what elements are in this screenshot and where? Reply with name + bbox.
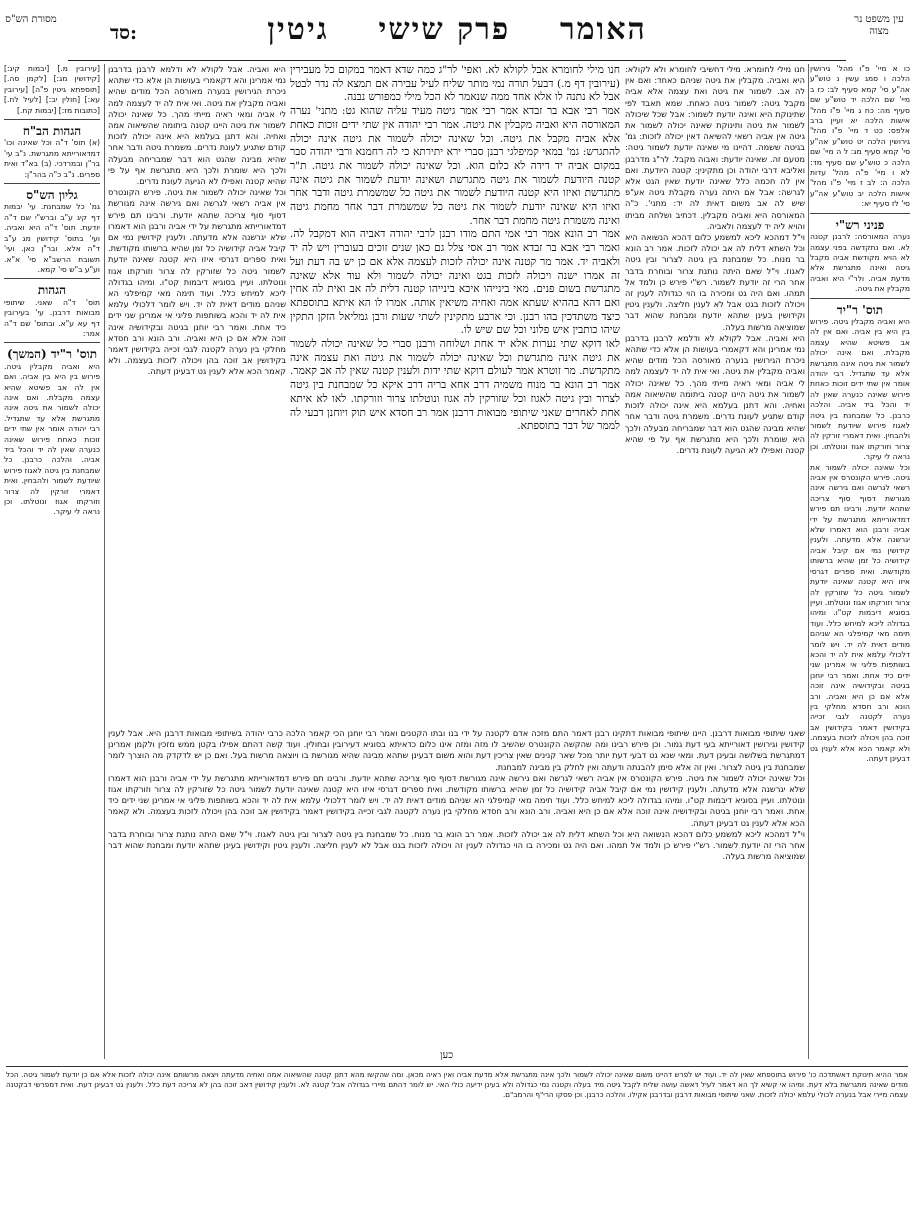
chapter-number: פרק שישי (378, 12, 511, 47)
bottom-rule (6, 1066, 908, 1067)
rashi-text-continued: וי"ל דמהכא ליכא למשמע כלום דהכא הנשואה היא וכל השתא דלית לה אב יכולה לזכות. אמר רב הונא בר מנוח. כל שמבחנת בין גיטה לצרור ובין גיטה לאגוז. וי"ל שאם היתה נותנת צרור ובוחרת בדבר אחר הרי זה יודעת לשמור. רש"י פירש כן ולמד אל תמהו. ואם היה גט ומכירה בו הוי כגדולה לענין זה ויכולה לזכות בגט אבל לא לענין חליצה. ולענין גיטין וקידושין בעינן שתהא יודעת ומבחנת שהוא דבר שמוציאה מרשות בעלה. (625, 232, 805, 332)
hagahot-habach-text: (א) תוס' ד"ה וכל שאינה וכו' דמדאורייתא מתגרשת. נ"ב עי' בר"ן ובמרדכי. (ב) בא"ד ואית ספרים. נ"ב כ"ה בהר"ן: (4, 138, 100, 179)
margin-divider (4, 183, 100, 184)
hagahot-habach-heading: הגהות הב"ח (22, 124, 82, 139)
left-margin-column (4, 64, 100, 1059)
margin-divider (810, 213, 910, 214)
hagahot-heading: הגהות (37, 283, 67, 298)
page-header (0, 8, 914, 60)
left-margin-divider (104, 64, 105, 1059)
tosafot-rid-text: היא ואביה מקבלין גיטה. פירוש בין היא בין אביה. ואם אין לה אב פשיטא שהיא עצמה מקבלת. ואם אינה יכולה לשמור את גיטה אינה מתגרשת אלא עד שתגדיל. רבי יהודה אומר אין שתי ידים זוכות כאחת פירוש שאינה כנערה שאין לה יד והכל ביד אביה. והלכה כרבנן. כל שמבחנת בין גיטה לאגוז פירוש שיודעת לשמור ולהבחין. ואית דאמרי זורקין לה צרור וזורקתו אגוז ונוטלתו. וכן נראה לי עיקר. (4, 361, 100, 517)
tos-rid-text: היא ואביה מקבלין גיטה. פירוש בין היא בין אביה. ואם אין לה אב פשיטא שהיא עצמה מקבלת. ואם אינה יכולה לשמור את גיטה אינה מתגרשת אלא עד שתגדיל. רבי יהודה אומר אין שתי ידים זוכות כאחת פירוש שאינה כנערה שאין לה יד והכל ביד אביה. והלכה כרבנן. כל שמבחנת בין גיטה לאגוז פירוש שיודעת לשמור ולהבחין. ואית דאמרי זורקין לה צרור וזורקתו אגוז ונוטלתו. וכן נראה לי עיקר. (810, 316, 910, 462)
tosafot-rid-heading: תוס' ר"יד (המשך) (6, 347, 98, 362)
margin-divider (4, 278, 100, 279)
tosafot-lower-text: שאני שיתופי מבואות דרבנן. היינו שיתופי מבואות דתקינו רבנן דאמר התם מזכה אדם לקטנה על ידי בנו ובתו הקטנים ואמר רבי יוחנן הכי קאמר הלכה כרבי יהודה בשיתופי מבואות דרבנן היא. אבל לענין קידושין וגירושין דאורייתא בעי דעת גמור. וכן פירש רבינו ומה שהקשה הקונטרס שהשיב לו מזה ומזה אינו כלום כדאיתא בסוגיא דעירובין ובחולין. ועוד קשה דהתם אפילו בקטן ממש מזכין ולקמן אמרינן דמתגרשת בשלושה ובעינן דעת. ומאי שנא גט דבעי דעת יותר מכל שאר קנינים שאין צריכין דעת והוא משום דבעינן שתהא מבינה שהיא מגורשת בו ויוצאה מרשות בעל. ואם כן יש לדקדק מה הוצרך לומר שמבחנת בין גיטה לצרור. ואין זה אלא סימן להבנתה ודעתה ואין לחלק בין מבינה למבחנת. (108, 728, 805, 772)
margin-divider (810, 298, 910, 299)
masoret-text: [עירובין מ.] [יבמות קיג:] [קידושין מג:] [לקמן סה.] [תוספתא גיטין פ"ה] [עירובין עא:] [חולין יב:] [לעיל לח.] [כתובות מז:] [יבמות קח.] (4, 64, 100, 115)
margin-divider (4, 342, 100, 343)
gilyon-hashas-heading: גליון הש"ס (26, 188, 78, 203)
chapter-title (0, 12, 914, 47)
tosafot-lower-text-continued: וכל שאינה יכולה לשמור את גיטה. פירש הקונטרס אין אביה רשאי לגרשה ואם גירשה אינה מגורשת דסוף סוף צריכה שתהא יודעת. ורבינו תם פירש דמדאורייתא מתגרשת על ידי אביה ורבנן הוא דאמרו שלא יגרשנה אלא מדעתה. ולענין קידושין נמי אם קיבל אביה קידושיה כל זמן שהיא ברשותו מקודשת. ואית ספרים דגרסי איזו היא קטנה שאינה יודעת לשמור גיטה כל שזורקין לה צרור וזורקתו אגוז ונוטלתו. ועיין בסוגיא דיבמות קט"ו. ומיהו בגדולה ליכא למיחש כלל. ועוד תימה מאי קמיפלגי הא שניהם מודים דאית לה יד. ויש לומר דלכולי עלמא אית לה יד והכא בשותפות פליגי אי אמרינן שני ידים כיד אחת. ואמר רבי יוחנן בגיטה ובקידושיה אינה זוכה אלא אם כן היא ואביה. ורב הונא ורב חסדא מחלקי בין נערה לקטנה לגבי זכייה בקידושין דאמר בקידושין אב זוכה בהן ויכולה לזכות בעצמה. ולא קאמר הכא אלא לענין גט דבעינן דעתה. (108, 772, 805, 828)
margin-divider (4, 119, 100, 120)
chapter-name: האומר (560, 12, 647, 47)
tosafot-text: היא ואביה. אבל לקולא לא ודלמא לרבנן בדרבנן נמי אמרינן והא דקאמרי בעושות הן אלא כדי שתהא ניכרת הגירושין בנערה מאורסה הכל מודים שהיא ואביה מקבלין את גיטה. ואי אית לה יד לעצמה למה לי אביה ומאי ראיה מייתי מהך. כל שאינה יכולה לשמור את גיטה היינו קטנה ביתומה שהשיאוה אמה ואחיה. והא דתנן בעלמא היא אינה יכולה לזכות קודם שתגיע לעונת נדרים. משמרת גיטה ודבר אחר שהיא מבינה שהגט הוא דבר שמבריחה מבעלה ולכך היא שומרת ולכך היא מתגרשת אף על פי שהיא קטנה ואפילו לא הגיעה לעונת נדרים. (108, 64, 286, 187)
tractate-name: גיטין (267, 12, 329, 47)
right-margin-divider (808, 64, 809, 1059)
masoret-hashas-label: מסורת הש"ס (5, 14, 57, 25)
tosafot-lower-text-more: וי"ל דמהכא ליכא למשמע כלום דהכא הנשואה היא וכל השתא דלית לה אב יכולה לזכות. אמר רב הונא בר מנוח. כל שמבחנת בין גיטה לצרור ובין גיטה לאגוז. וי"ל שאם היתה נותנת צרור ובוחרת בדבר אחר הרי זה יודעת לשמור. רש"י פירש כן ולמד אל תמהו. ואם היה גט ומכירה בו הוי כגדולה לענין זה ויכולה לזכות בגט אבל לא לענין חליצה. ולענין גיטין וקידושין בעינן שתהא יודעת ומבחנת שהוא דבר שמוציאה מרשות בעלה. (108, 828, 805, 862)
ein-mishpat-label: עין משפט נר מצוה (854, 14, 904, 37)
tosafot-column (108, 64, 286, 724)
catchword: כען (440, 1050, 454, 1061)
tosafot-text-continued: וכל שאינה יכולה לשמור את גיטה. פירש הקונטרס אין אביה רשאי לגרשה ואם גירשה אינה מגורשת דסוף סוף צריכה שתהא יודעת. ורבינו תם פירש דמדאורייתא מתגרשת על ידי אביה ורבנן הוא דאמרו שלא יגרשנה אלא מדעתה. ולענין קידושין נמי אם קיבל אביה קידושיה כל זמן שהיא ברשותו מקודשת. ואית ספרים דגרסי איזו היא קטנה שאינה יודעת לשמור גיטה כל שזורקין לה צרור וזורקתו אגוז ונוטלתו. ועיין בסוגיא דיבמות קט"ו. ומיהו בגדולה ליכא למיחש כלל. ועוד תימה מאי קמיפלגי הא שניהם מודים דאית לה יד. ויש לומר דלכולי עלמא אית לה יד והכא בשותפות פליגי אי אמרינן שני ידים כיד אחת. ואמר רבי יוחנן בגיטה ובקידושיה אינה זוכה אלא אם כן היא ואביה. ורב הונא ורב חסדא מחלקי בין נערה לקטנה לגבי זכייה בקידושין דאמר בקידושין אב זוכה בהן ויכולה לזכות בעצמה. ולא קאמר הכא אלא לענין גט דבעינן דעתה. (108, 187, 286, 377)
hagahot-text: תוס' ד"ה שאני. שיתופי מבואות דרבנן. עי' בעירובין דף עא ע"א. ובתוס' שם ד"ה אמר: (4, 297, 100, 338)
ein-mishpat-text: כו א מיי' פ"ו מהל' גירושין הלכה ו סמג עשין נ טוש"ע אה"ע סי' קמא סעיף לב: כז ב מיי' שם הלכה יד טוש"ע שם סעיף מה: כח ג מיי' פ"ו מהל' אישות הלכה יא ועיין ברב אלפס: כט ד מיי' פ"ו מהל' גירושין הלכה יט טוש"ע אה"ע סי' קמא סעיף מג: ל ה מיי' שם הלכה כ טוש"ע שם סעיף מד: לא ו מיי' פ"ה מהל' עדות הלכה ה: לב ז מיי' פ"ו מהל' אישות הלכה יב טוש"ע אה"ע סי' לז סעיף יא: (810, 64, 910, 209)
tosafot-lower-block (108, 728, 805, 1063)
gemara-text-mishna: אמר רבי אבא בר זבדא אמר רבי אמר גיטה מעיד עליה שהוא גט: מתני' נערה המאורסה היא ואביה מקבלין את גיטה. אמר רבי יהודה אין שתי ידים זוכות כאחת אלא אביה מקבל את גיטה. וכל שאינה יכולה לשמור את גיטה אינה יכולה להתגרש: גמ' במאי קמיפלגי רבנן סברי ירא יתירתא כי לה רחמנא ורבי יהודה סבר במקום אביה יד דידה לא כלום הוא. וכל שאינה יכולה לשמור את גיטה. ת"ר קטנה היודעת לשמור את גיטה מתגרשת ושאינה יודעת לשמור את גיטה אינה מתגרשת ואיזו היא קטנה היודעת לשמור את גיטה כל שמשמרת גיטה ודבר אחר ואיזו היא שאינה יודעת לשמור את גיטה כל שמשמרת דבר אחר מחמת גיטה ואינה משמרת גיטה מחמת דבר אחר. (290, 105, 620, 227)
piskei-text: נערה המאורסה: לרבנן קטנה לא. ואם נתקדשה בפני עצמה לא הויא מקודשת אביה מקבל גיטה ואינה מתגרשת אלא מדעת אביה. ולר"י היא ואביה מקבלין את גיטה. (810, 232, 910, 294)
bottom-commentary: אמר ההיא תינוקת דאשתדכה כו' פירוש בתוספתא שאין לה יד. ועוד יש לפרש דהיינו משום שאינה יכולה לשמור ולכך אינה מתגרשת אלא מדעת אביה ואין ראיה מכאן. ומה שהקשו מהא דתנן קטנה שהשיאוה אמה ואחיה מדעתה ויצאה מרשותם אינה יכולה לזכות אלא אם כן יודעת לשמור גיטה. הכל מודים שאינה מתגרשת בלא דעת. ומיהו אי קשיא לך הא דאמר לעיל דאשה עושה שליח לקבל גיטה מיד בעלה וקטנה נמי כגדולה ולא בעינן ידיעה כולי האי. יש לומר דהתם מיירי בגדולה אבל קטנה לא. ולענין קידושין דאב זוכה בהן לא צריכה דעת כלל. ולענין גט דבעינן דעת. ואית דמפרשי דבקטנה עצמה מיירי אבל בנערה לכולי עלמא יכולה לזכות. שאני שיתופי מבואות דרבנן ובדרבנן אקילו. והלכה כרבנן. וכן פסקו הרי"ף והרמב"ם. (6, 1070, 908, 1099)
piskei-heading: פניני רש"י (835, 217, 885, 232)
gilyon-hashas-text: גמ' כל שמבחנת. עי' יבמות דף קיג ע"ב וברש"י שם ד"ה יודעת. תוס' ד"ה היא ואביה. ועי' בתוס' קידושין מג ע"ב ד"ה אלא. ובר"ן כאן. ועי' תשובת הרשב"א סי' א"א. וע"ע ב"ש סי' קמא. (4, 202, 100, 274)
tos-rid-text-continued: וכל שאינה יכולה לשמור את גיטה. פירש הקונטרס אין אביה רשאי לגרשה ואם גירשה אינה מגורשת דסוף סוף צריכה שתהא יודעת. ורבינו תם פירש דמדאורייתא מתגרשת על ידי אביה ורבנן הוא דאמרו שלא יגרשנה אלא מדעתה. ולענין קידושין נמי אם קיבל אביה קידושיה כל זמן שהיא ברשותו מקודשת. ואית ספרים דגרסי איזו היא קטנה שאינה יודעת לשמור גיטה כל שזורקין לה צרור וזורקתו אגוז ונוטלתו. ועיין בסוגיא דיבמות קט"ו. ומיהו בגדולה ליכא למיחש כלל. ועוד תימה מאי קמיפלגי הא שניהם מודים דאית לה יד. ויש לומר דלכולי עלמא אית לה יד והכא בשותפות פליגי אי אמרינן שני ידים כיד אחת. ואמר רבי יוחנן בגיטה ובקידושיה אינה זוכה אלא אם כן היא ואביה. ורב הונא ורב חסדא מחלקי בין נערה לקטנה לגבי זכייה בקידושין דאמר בקידושין אב זוכה בהן ויכולה לזכות בעצמה. ולא קאמר הכא אלא לענין גט דבעינן דעתה. (810, 462, 910, 763)
gemara-text-end: לאו דוקא שתי נערות אלא יד אחת ושלוחה ורבנן סברי כל שאינה יכולה לשמור את גיטה אינה מתגרשת וכל שאינה יכולה לשמור את גיטה ואת עצמה אינה מתקדשת. מר זוטרא אמר לעולם דוקא שתי ידות ולענין קטנה שאין לה אב קאמר. אמר רב הונא בר מנוח משמיה דרב אחא בריה דרב איקא כל שמבחנת בין גיטה לצרור ובין גיטה לאגוז וכל שזורקין לה אגוז ונוטלתו צרור וזורקתו. לאו לא איתא אחת לאחרים שאני שיתופי מבואות דרבנן אמר רב חסדא איש תוק ויוחנן דבעי לה לממר של דבר בתוספתא. (290, 338, 620, 433)
header-rule (68, 60, 846, 61)
rashi-text-more: היא ואביה. אבל לקולא לא ודלמא לרבנן בדרבנן נמי אמרינן והא דקאמרי בעושות הן אלא כדי שתהא ניכרת הגירושין בנערה מאורסה הכל מודים שהיא ואביה מקבלין את גיטה. ואי אית לה יד לעצמה למה לי אביה ומאי ראיה מייתי מהך. כל שאינה יכולה לשמור את גיטה היינו קטנה ביתומה שהשיאוה אמה ואחיה. והא דתנן בעלמא היא אינה יכולה לזכות קודם שתגיע לעונת נדרים. משמרת גיטה ודבר אחר שהיא מבינה שהגט הוא דבר שמבריחה מבעלה ולכך היא שומרת ולכך היא מתגרשת אף על פי שהיא קטנה ואפילו לא הגיעה לעונת נדרים. (625, 332, 805, 455)
gemara-text-opening: חנו מילי לחומרא אבל לקולא לא. ואפי' לר"ג כמה שדא דאמר במקום כל מעבירין (עירובין דף מ.) דבעל תורה נמי מותר שליח לעיל עבירה אם תמצא לה נדר לבטל אבל לא נתנה לו אלא אחד ממה שנאמר לא הכל מילי כמפורש נבנה. (290, 64, 620, 104)
rashi-text: חנו מילי לחומרא. מילי דחשיבי לחומרא ולא לקולא: היא ואביה. מקבלין את גיטה שניהם כאחד: ואם אין לה אב. לשמור את גיטה ואת עצמה אלא אביה מקבל גיטה: לשמור גיטה כאחת. שמא תאבד לפי שתינוקת היא ואינה יודעת לשמור: אבל שכל שיכולה לשמור את גיטה ותינוקת שאינה יכולה לשמור את גיטה אין אביה רשאי להשיאה דאין יכולה לזכות: גמ' בגיטה ששמה. דהיינו מי שאינה יודעת לשמור גיטה: מטעם זה. שאינה יודעת: ואבוה מקבל. לר"ג מדרבנן ואליבא דרבי יהודה וכן מתקינין: קטנה היודעת. ואם אין לה חכמה כלל שאינה יודעת שאין הגט אלא לגרשה: אבל אם היתה נערה מקבלת גיטה אע"פ שיש לה אב משום דאית לה יד: מתני'. כ"ה המאורסה היא ואביה מקבלין. דכתיב ושלחה מביתו והויא ליה יד לעצמה ולאביה. (625, 64, 805, 231)
tos-rid-heading: תוס' ר"יד (836, 302, 884, 317)
gemara-text-middle: אמר רב הונא אמר רבי אמי התם מודו רבנן לרבי יהודה דאביה הוא דמקבל לה. ואמר רבי אבא בר זבדא אמר רב אסי צלל גם כאן שנים זוכים בעוברין ויש לה יד ולאביה יד. אמר מר קטנה אינה יכולה לזכות לעצמה אלא אם כן יש בה דעת ועל זה אמרו ישנה ויכולה לזכות בגט ואינה יכולה לשמור ולא עוד אלא שאינה מתגרשת בשום פנים. מאי בינייהו איכא בינייהו קטנה דלית לה אב ואית לה אחין ואם דהא בההיא שעתא אמה ואחיה משיאין אותה. אמרו לו הא איתא בתוספתא כיצד משתדכין בהו רבנן. וכי ארבע מתקינין לשתי שעות ורבן גמליאל הזקן התקין שיהו כותבין איש פלוני וכל שם שיש לו. (290, 228, 620, 337)
gemara-column (290, 64, 620, 724)
folio-label: סד: (110, 22, 137, 44)
right-margin-column (810, 64, 910, 1059)
